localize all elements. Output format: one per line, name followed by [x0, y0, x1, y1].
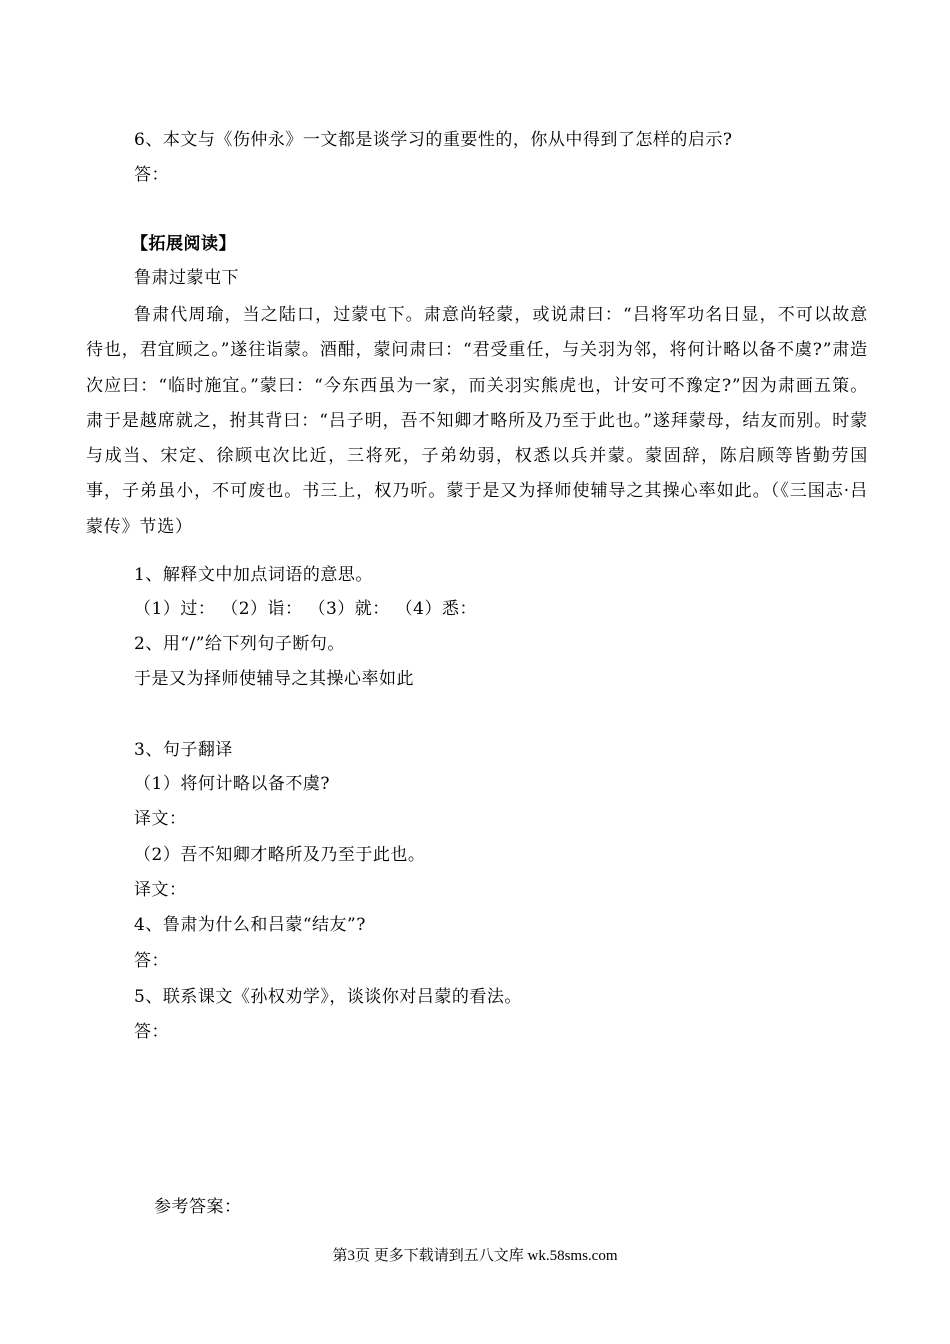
q2-text: 2、用“/”给下列句子断句。 [134, 634, 345, 654]
q5-answer-label: 答： [134, 1022, 169, 1042]
q5-text: 5、联系课文《孙权劝学》，谈谈你对吕蒙的看法。 [134, 987, 522, 1007]
q1-text: 1、解释文中加点词语的意思。 [134, 565, 373, 585]
reference-answers-label: 参考答案： [154, 1197, 242, 1217]
page-footer: 第3页 更多下载请到五八文库 wk.58sms.com [332, 1248, 618, 1264]
passage-title: 鲁肃过蒙屯下 [134, 268, 239, 288]
question-6-answer-label: 答： [134, 165, 169, 185]
section-heading: 【拓展阅读】 [131, 234, 236, 254]
q3-sentence-1: （1）将何计略以备不虞? [134, 774, 330, 794]
q3-text: 3、句子翻译 [134, 740, 233, 760]
q4-answer-label: 答： [134, 951, 169, 971]
q2-sentence: 于是又为择师使辅导之其操心率如此 [134, 669, 414, 689]
q1-items: （1）过： （2）诣： （3）就： （4）悉： [134, 599, 477, 619]
q3-sentence-2: （2）吾不知卿才略所及乃至于此也。 [134, 845, 426, 865]
q4-text: 4、鲁肃为什么和吕蒙“结友”? [134, 915, 366, 935]
q3-translation-label-1: 译文： [134, 809, 187, 829]
q3-translation-label-2: 译文： [134, 880, 187, 900]
passage-body: 鲁肃代周瑜，当之陆口，过蒙屯下。肃意尚轻蒙，或说肃曰：“吕将军功名日显，不可以故意待也，君宜顾之。”遂往诣蒙。酒酣，蒙问肃曰：“君受重任，与关羽为邻，将何计略以备不虞?”肃造次应曰：“临时施宜。”蒙曰：“今东西虽为一家，而关羽实熊虎也，计安可不豫定?”因为肃画五策。肃于是越席就之，拊其背曰：“吕子明，吾不知卿才略所及乃至于此也。”遂拜蒙母，结友而别。时蒙与成当、宋定、徐顾屯次比近，三将死，子弟幼弱，权悉以兵并蒙。蒙固辞，陈启顾等皆勤劳国事，子弟虽小，不可废也。书三上，权乃听。蒙于是又为择师使辅导之其操心率如此。（《三国志·吕蒙传》节选） [86, 305, 868, 537]
question-6-text: 6、本文与《伤仲永》一文都是谈学习的重要性的，你从中得到了怎样的启示? [134, 130, 733, 150]
